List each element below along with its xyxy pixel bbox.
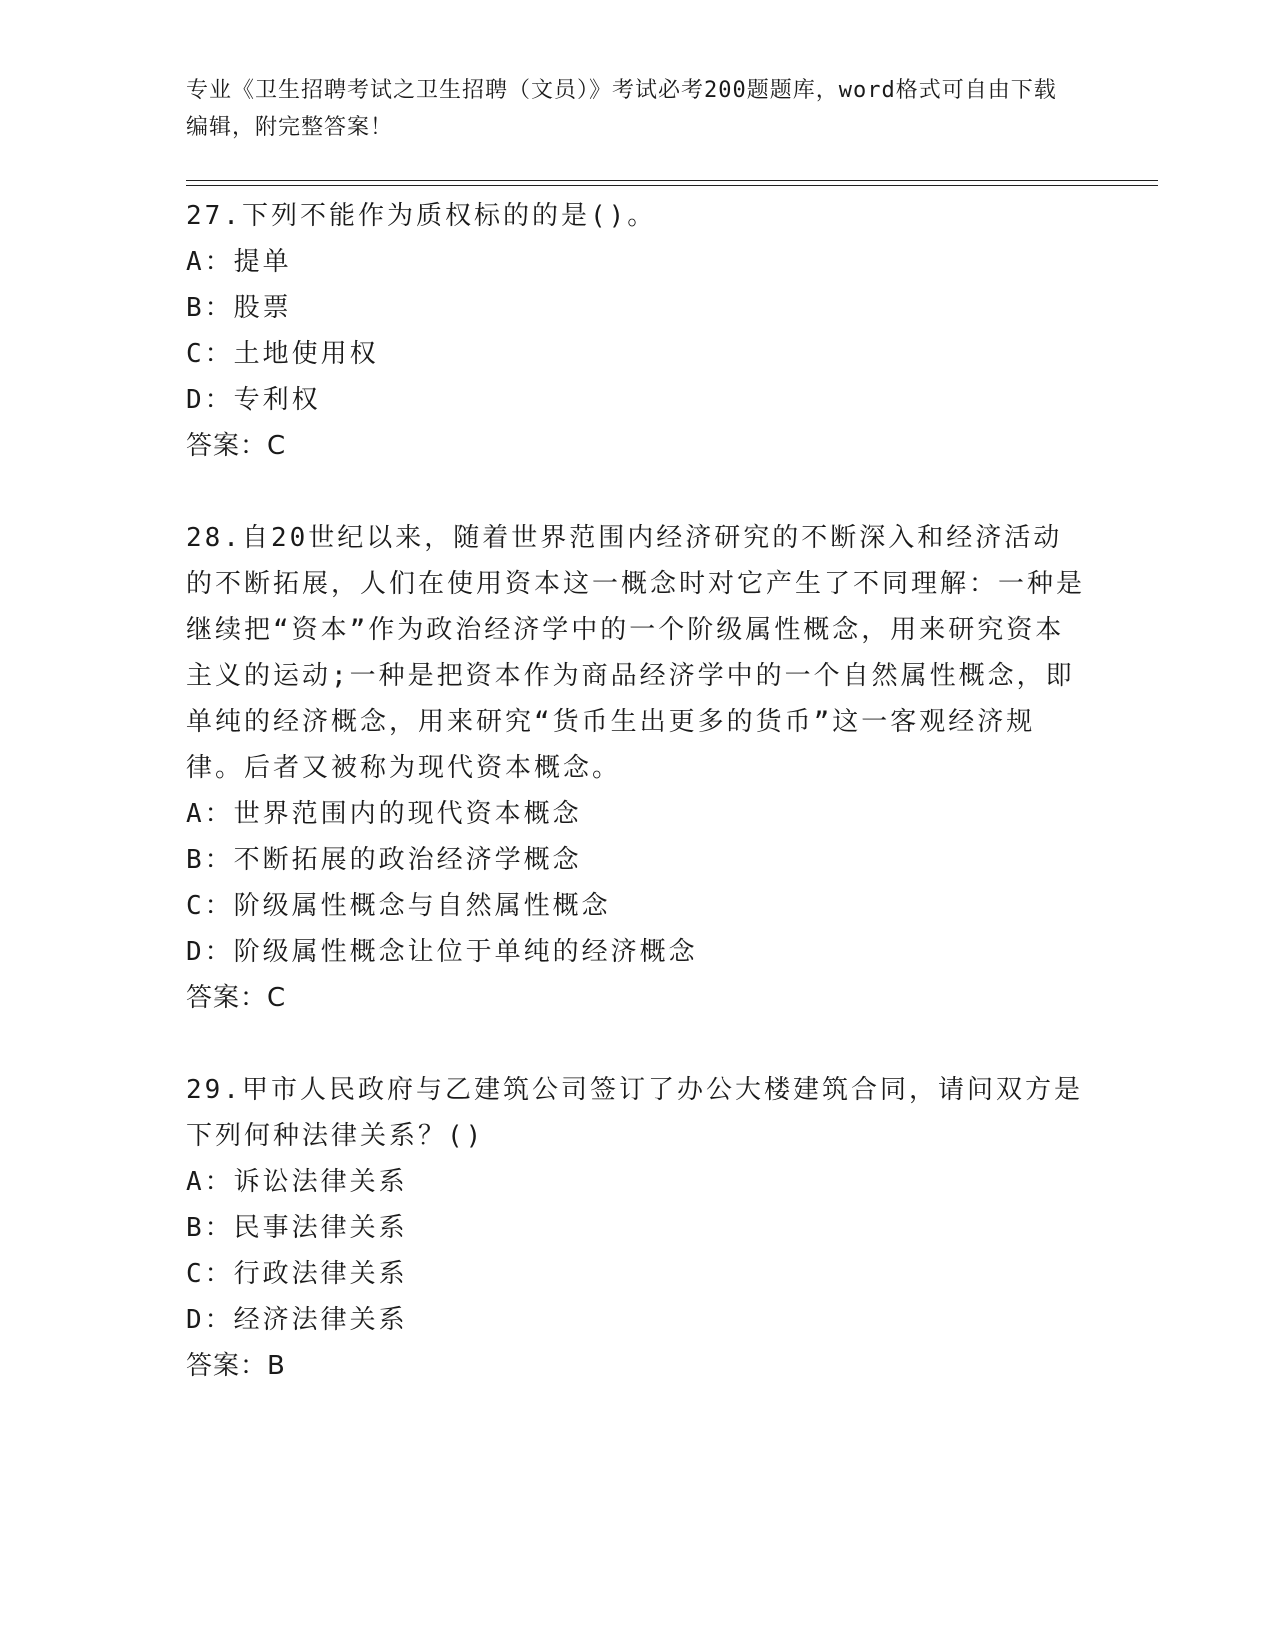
question-stem: 28.自20世纪以来，随着世界范围内经济研究的不断深入和经济活动的不断拓展，人们在使用资本这一概念时对它产生了不同理解：一种是继续把“资本”作为政治经济学中的一个阶级属性概念，用来研究资本主义的运动;一种是把资本作为商品经济学中的一个自然属性概念，即单纯的经济概念，用来研究“货币生出更多的货币”这一客观经济规律。后者又被称为现代资本概念。	[186, 523, 1086, 783]
option-b: B：股票	[186, 293, 292, 323]
question-28	[186, 515, 1086, 1021]
option-b: B：不断拓展的政治经济学概念	[186, 845, 582, 875]
question-spacer	[186, 1021, 1086, 1067]
question-stem: 29.甲市人民政府与乙建筑公司签订了办公大楼建筑合同，请问双方是下列何种法律关系？()	[186, 1075, 1083, 1151]
question-stem: 27.下列不能作为质权标的的是()。	[186, 201, 657, 231]
header-divider-top	[186, 180, 1158, 181]
option-a: A：诉讼法律关系	[186, 1167, 408, 1197]
question-29	[186, 1067, 1086, 1389]
answer-line: 答案：C	[186, 983, 287, 1013]
option-c: C：阶级属性概念与自然属性概念	[186, 891, 611, 921]
question-list	[186, 193, 1086, 1389]
option-a: A：世界范围内的现代资本概念	[186, 799, 582, 829]
answer-line: 答案：C	[186, 431, 287, 461]
question-27	[186, 193, 1086, 469]
header-divider-bottom	[186, 185, 1158, 186]
option-d: D：经济法律关系	[186, 1305, 408, 1335]
question-spacer	[186, 469, 1086, 515]
header-title: 专业《卫生招聘考试之卫生招聘（文员）》考试必考200题题库，word格式可自由下载编辑，附完整答案！	[186, 78, 1057, 140]
option-a: A：提单	[186, 247, 292, 277]
option-d: D：专利权	[186, 385, 321, 415]
document-header	[186, 72, 1066, 146]
option-b: B：民事法律关系	[186, 1213, 408, 1243]
option-c: C：土地使用权	[186, 339, 379, 369]
option-c: C：行政法律关系	[186, 1259, 408, 1289]
option-d: D：阶级属性概念让位于单纯的经济概念	[186, 937, 698, 967]
answer-line: 答案：B	[186, 1351, 286, 1381]
